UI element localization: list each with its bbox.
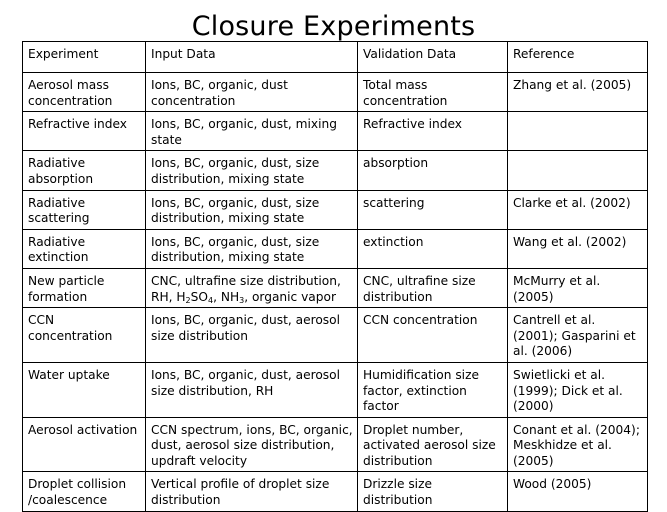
table-row <box>23 362 648 417</box>
cell-validation: Humidification size factor, extinction factor <box>358 362 508 417</box>
cell-input: Vertical profile of droplet size distribution <box>146 472 358 511</box>
table-row <box>23 112 648 151</box>
table-header-row <box>23 42 648 73</box>
cell-reference: Cantrell et al. (2001); Gasparini et al. (2006) <box>508 308 648 363</box>
cell-input: Ions, BC, organic, dust, mixing state <box>146 112 358 151</box>
header-input-data: Input Data <box>146 42 358 73</box>
cell-input: CCN spectrum, ions, BC, organic, dust, aerosol size distribution, updraft velocity <box>146 417 358 472</box>
cell-experiment: Refractive index <box>23 112 146 151</box>
cell-experiment: Aerosol mass concentration <box>23 73 146 112</box>
cell-experiment: Droplet collision /coalescence <box>23 472 146 511</box>
cell-reference <box>508 112 648 151</box>
cell-experiment: Radiative scattering <box>23 190 146 229</box>
cell-input: Ions, BC, organic, dust, aerosol size distribution <box>146 308 358 363</box>
header-experiment: Experiment <box>23 42 146 73</box>
cell-reference <box>508 151 648 190</box>
page-title: Closure Experiments <box>191 11 476 42</box>
cell-input: Ions, BC, organic, dust, size distribution, mixing state <box>146 151 358 190</box>
cell-input: Ions, BC, organic, dust concentration <box>146 73 358 112</box>
table-row <box>23 417 648 472</box>
cell-experiment: CCN concentration <box>23 308 146 363</box>
cell-validation: CNC, ultrafine size distribution <box>358 268 508 307</box>
table-row <box>23 308 648 363</box>
table-row <box>23 472 648 511</box>
cell-validation: Drizzle size distribution <box>358 472 508 511</box>
cell-reference: Wood (2005) <box>508 472 648 511</box>
cell-reference: Swietlicki et al. (1999); Dick et al. (2000) <box>508 362 648 417</box>
cell-reference: Conant et al. (2004); Meskhidze et al. (2005) <box>508 417 648 472</box>
table-row <box>23 268 648 307</box>
cell-experiment: Radiative absorption <box>23 151 146 190</box>
cell-reference: Clarke et al. (2002) <box>508 190 648 229</box>
cell-reference: Zhang et al. (2005) <box>508 73 648 112</box>
cell-input: Ions, BC, organic, dust, size distribution, mixing state <box>146 229 358 268</box>
cell-input: Ions, BC, organic, dust, aerosol size distribution, RH <box>146 362 358 417</box>
cell-validation: absorption <box>358 151 508 190</box>
cell-validation: Refractive index <box>358 112 508 151</box>
table-row <box>23 190 648 229</box>
cell-validation: Total mass concentration <box>358 73 508 112</box>
closure-experiments-table <box>22 41 648 512</box>
cell-validation: Droplet number, activated aerosol size distribution <box>358 417 508 472</box>
table-row <box>23 73 648 112</box>
cell-experiment: New particle formation <box>23 268 146 307</box>
cell-reference: McMurry et al. (2005) <box>508 268 648 307</box>
header-reference: Reference <box>508 42 648 73</box>
cell-validation: extinction <box>358 229 508 268</box>
header-validation-data: Validation Data <box>358 42 508 73</box>
cell-experiment: Radiative extinction <box>23 229 146 268</box>
cell-experiment: Water uptake <box>23 362 146 417</box>
cell-validation: CCN concentration <box>358 308 508 363</box>
table-row <box>23 151 648 190</box>
cell-input: CNC, ultrafine size distribution, RH, $H_2SO_4$, $NH_3$, organic vapor <box>146 268 358 307</box>
cell-reference: Wang et al. (2002) <box>508 229 648 268</box>
cell-experiment: Aerosol activation <box>23 417 146 472</box>
table-row <box>23 229 648 268</box>
cell-validation: scattering <box>358 190 508 229</box>
cell-input: Ions, BC, organic, dust, size distribution, mixing state <box>146 190 358 229</box>
